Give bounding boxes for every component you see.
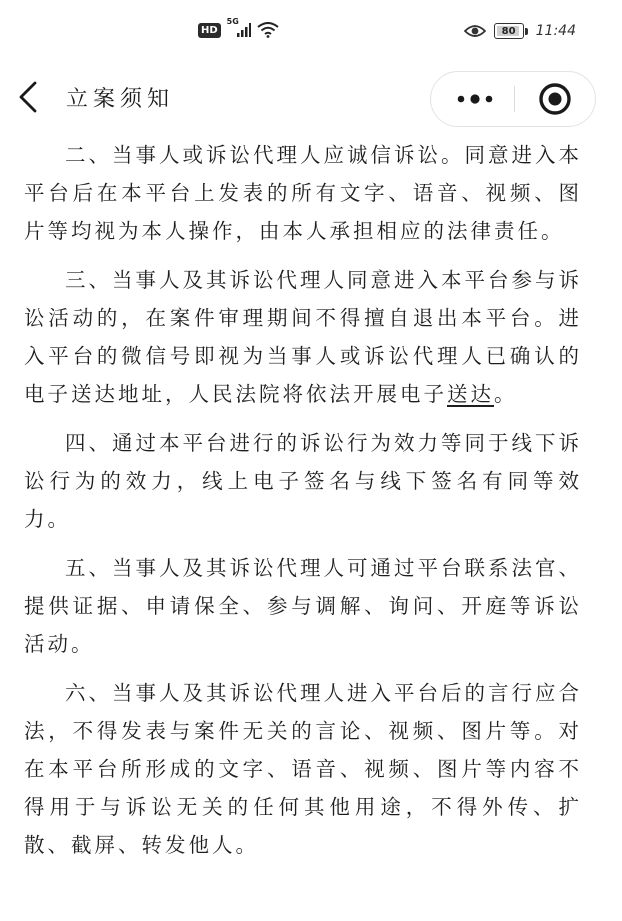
battery-tip [525,28,528,35]
capsule-divider [514,86,515,112]
notice-paragraph-5: 五、当事人及其诉讼代理人可通过平台联系法官、提供证据、申请保全、参与调解、询问、开庭等诉讼活动。 [24,556,582,656]
close-button[interactable] [535,82,575,116]
close-target-icon [538,82,572,116]
paragraph-3-text: 三、当事人及其诉讼代理人同意进入本平台参与诉讼活动的，在案件审理期间不得擅自退出本平台。进入平台的微信号即视为当事人或诉讼代理人已确认的电子送达地址，人民法院将依法开展电子 [24,268,582,406]
notice-content [0,136,622,875]
status-center [198,17,279,38]
battery-icon [494,23,524,39]
eye-icon [464,23,486,39]
paragraph-3-end: 。 [494,382,518,406]
more-dots-icon [455,93,495,105]
status-time: 11:44 [535,23,576,39]
notice-paragraph-3 [24,261,582,413]
page-title: 立案须知 [66,87,175,112]
status-right [464,23,576,39]
back-button[interactable] [10,77,46,117]
battery-level: 80 [501,25,516,37]
wifi-icon [257,22,279,38]
status-bar [0,0,622,60]
signal-icon [226,17,251,38]
notice-paragraph-6: 六、当事人及其诉讼代理人进入平台后的言行应合法，不得发表与案件无关的言论、视频、图片等。对在本平台所形成的文字、语音、视频、图片等内容不得用于与诉讼无关的任何其他用途，不得外传、扩散、截屏、转发他人。 [24,681,582,857]
service-link[interactable]: 送达 [447,382,494,406]
notice-paragraph-2: 二、当事人或诉讼代理人应诚信诉讼。同意进入本平台后在本平台上发表的所有文字、语音、视频、图片等均视为本人操作，由本人承担相应的法律责任。 [24,143,582,243]
hd-icon: HD [198,23,221,38]
network-type: 5G [226,17,239,26]
nav-bar [0,62,622,132]
chevron-left-icon [17,80,39,114]
mini-program-capsule [430,71,596,127]
notice-paragraph-4: 四、通过本平台进行的诉讼行为效力等同于线下诉讼行为的效力，线上电子签名与线下签名有同等效力。 [24,431,582,531]
more-button[interactable] [445,82,505,116]
